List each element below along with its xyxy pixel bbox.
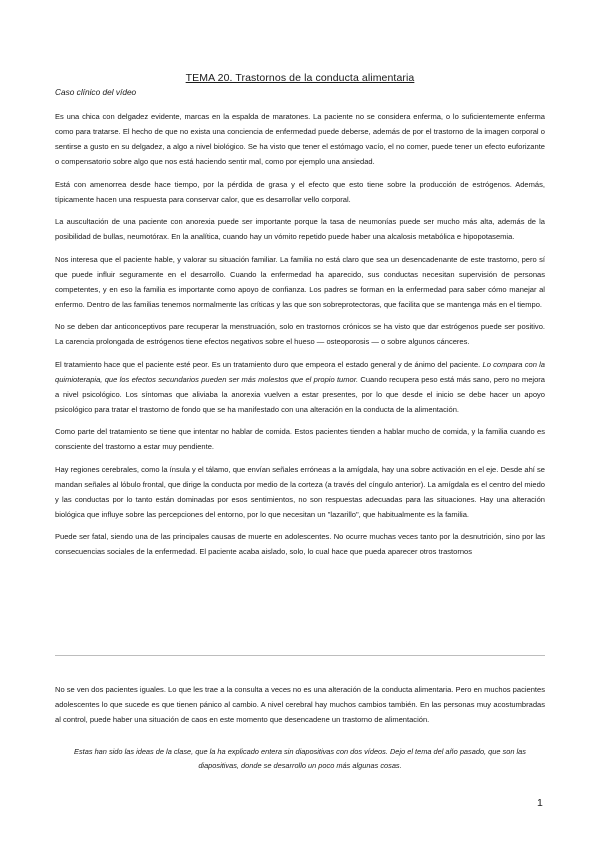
paragraph: Como parte del tratamiento se tiene que intentar no hablar de comida. Estos pacientes tienden a hablar mucho de comida, y la familia cuando es consciente del trastorno a estar muy pendiente. bbox=[55, 427, 545, 451]
treatment-paragraph bbox=[55, 357, 545, 417]
paragraph: Es una chica con delgadez evidente, marcas en la espalda de maratones. La paciente no se considera enferma, o lo suficientemente enferma como para tratarse. El hecho de que no exista una conciencia de enfermedad puede deberse, además de por el trastorno de la imagen corporal o sentirse a gusto en su delgadez, a algo a nivel biológico. Se ha visto que tener el estómago vacío, el no comer, puede tener un efecto euforizante o compensatorio sobre algo que nos está haciendo sentir mal, como por ejemplo una ansiedad. bbox=[55, 112, 545, 166]
section-divider bbox=[55, 655, 545, 656]
treatment-text: Cuando recupera peso está más sano, pero no mejora a nivel psicológico. Los síntomas que aliviaba la anorexia vuelven a estar presentes, por lo que desde el inicio se debe hacer un apoyo psicológico para tratar el trastorno de fondo que se ha manifestado con una alteración en la conducta de la alimentación. bbox=[55, 374, 545, 414]
section-subtitle: Caso clínico del vídeo bbox=[55, 87, 137, 97]
page-title: TEMA 20. Trastornos de la conducta alimentaria bbox=[185, 72, 415, 84]
paragraph: No se deben dar anticonceptivos pare recuperar la menstruación, solo en trastornos crónicos se ha visto que dar estrógenos puede ser positivo. La carencia prolongada de estrógenos tiene efectos negativos sobre el hueso — osteoporosis — o sobre algunos cánceres. bbox=[55, 322, 545, 346]
paragraph: Está con amenorrea desde hace tiempo, por la pérdida de grasa y el efecto que esto tiene sobre la producción de estrógenos. Además, típicamente hacen una respuesta para conservar calor, que es desarrollar vello corporal. bbox=[55, 179, 545, 204]
paragraph: Hay regiones cerebrales, como la ínsula y el tálamo, que envían señales erróneas a la amígdala, hay una sobre activación en el eje. Desde ahí se mandan señales al lóbulo frontal, que dirige la conducta por medio de la corteza (a través del cíngulo anterior). La amígdala es el centro del miedo y las conductas por lo tanto están dominadas por esos sentimientos, no son respuestas adecuadas para las situaciones. Hay una alteración biológica que influye sobre las percepciones del entorno, por lo que necesitan un "lazarillo", que habitualmente es la familia. bbox=[55, 464, 545, 519]
paragraph: Puede ser fatal, siendo una de las principales causas de muerte en adolescentes. No ocurre muchas veces tanto por la desnutrición, sino por las consecuencias sociales de la enfermedad. El paciente acaba aislado, solo, lo cual hace que pueda aparecer otros trastornos bbox=[55, 532, 545, 556]
closing-paragraph: No se ven dos pacientes iguales. Lo que les trae a la consulta a veces no es una alteración de la conducta alimentaria. Pero en muchos pacientes adolescentes lo que sucede es que tienen pánico al cambio. A nivel cerebral hay muchos cambios también. En las personas muy acostumbradas al control, puede haber una situación de caos en este momento que desencadene un trastorno de alimentación. bbox=[55, 685, 545, 724]
treatment-italic-text: Lo compara con la quimioterapia, que los efectos secundarios pueden ser más molestos que el propio tumor. bbox=[55, 359, 546, 384]
paragraph: La auscultación de una paciente con anorexia puede ser importante porque la tasa de neumonías puede ser mucho más alta, además de la posibilidad de bullas, neumotórax. En la analítica, cuando hay un vómito repetido puede haber una alcalosis metabólica e hipopotasemia. bbox=[55, 217, 545, 241]
closing-text bbox=[55, 682, 545, 727]
paragraph: Nos interesa que el paciente hable, y valorar su situación familiar. La familia no está claro que sea un desencadenante de este trastorno, pero sí que puede influir seguramente en el desarrollo. Cuando la enfermedad ha aparecido, sus conductas necesitan supervisión de personas competentes, y en eso la familia es importante como apoyo de confianza. Los padres se forman en la enfermedad para saber cómo manejar al enfermo. Dentro de las familias tenemos normalmente las críticas y las que son sobreprotectoras, que facilita que se mantenga más en el tiempo. bbox=[55, 254, 545, 309]
author-note: Estas han sido las ideas de la clase, que la ha explicado entera sin diapositivas con dos vídeos. Dejo el tema del año pasado, que son las diapositivas, donde se desarrollo un poco más algunas cosas. bbox=[74, 747, 526, 770]
treatment-text: El tratamiento hace que el paciente esté peor. Es un tratamiento duro que empeora el estado general y de ánimo del paciente. bbox=[55, 359, 483, 369]
main-text bbox=[55, 109, 545, 567]
page-number: 1 bbox=[537, 797, 543, 809]
